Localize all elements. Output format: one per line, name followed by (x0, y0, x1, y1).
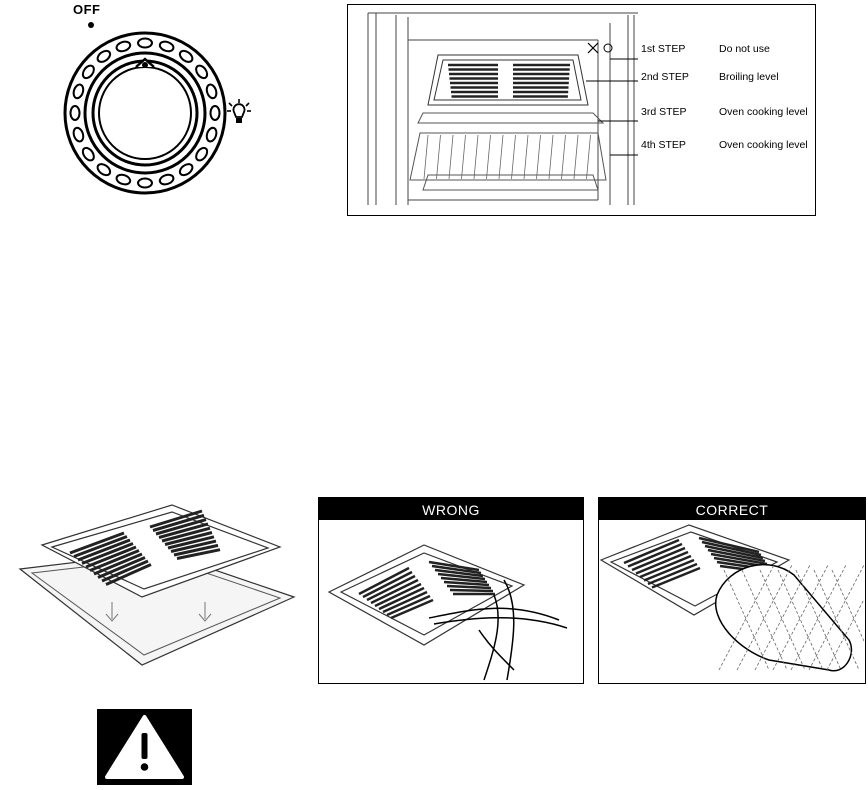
step-1-label: 1st STEP Do not use (641, 43, 770, 55)
warning-exclamation-icon (97, 709, 192, 785)
warning-sign (97, 709, 192, 785)
step-4-label: 4th STEP Oven cooking level (641, 139, 808, 151)
correct-handling-drawing (599, 520, 864, 683)
correct-label: CORRECT (599, 498, 865, 520)
step-3-label: 3rd STEP Oven cooking level (641, 106, 808, 118)
light-bulb-icon (226, 98, 252, 126)
step-2-label: 2nd STEP Broiling level (641, 71, 779, 83)
oven-shelf-diagram (347, 4, 816, 216)
wrong-handling-panel (318, 497, 584, 684)
broiler-tray-illustration (12, 497, 297, 677)
correct-handling-panel (598, 497, 866, 684)
wrong-label: WRONG (319, 498, 583, 520)
wrong-handling-drawing (319, 520, 582, 683)
knob-off-label: OFF (73, 2, 101, 17)
